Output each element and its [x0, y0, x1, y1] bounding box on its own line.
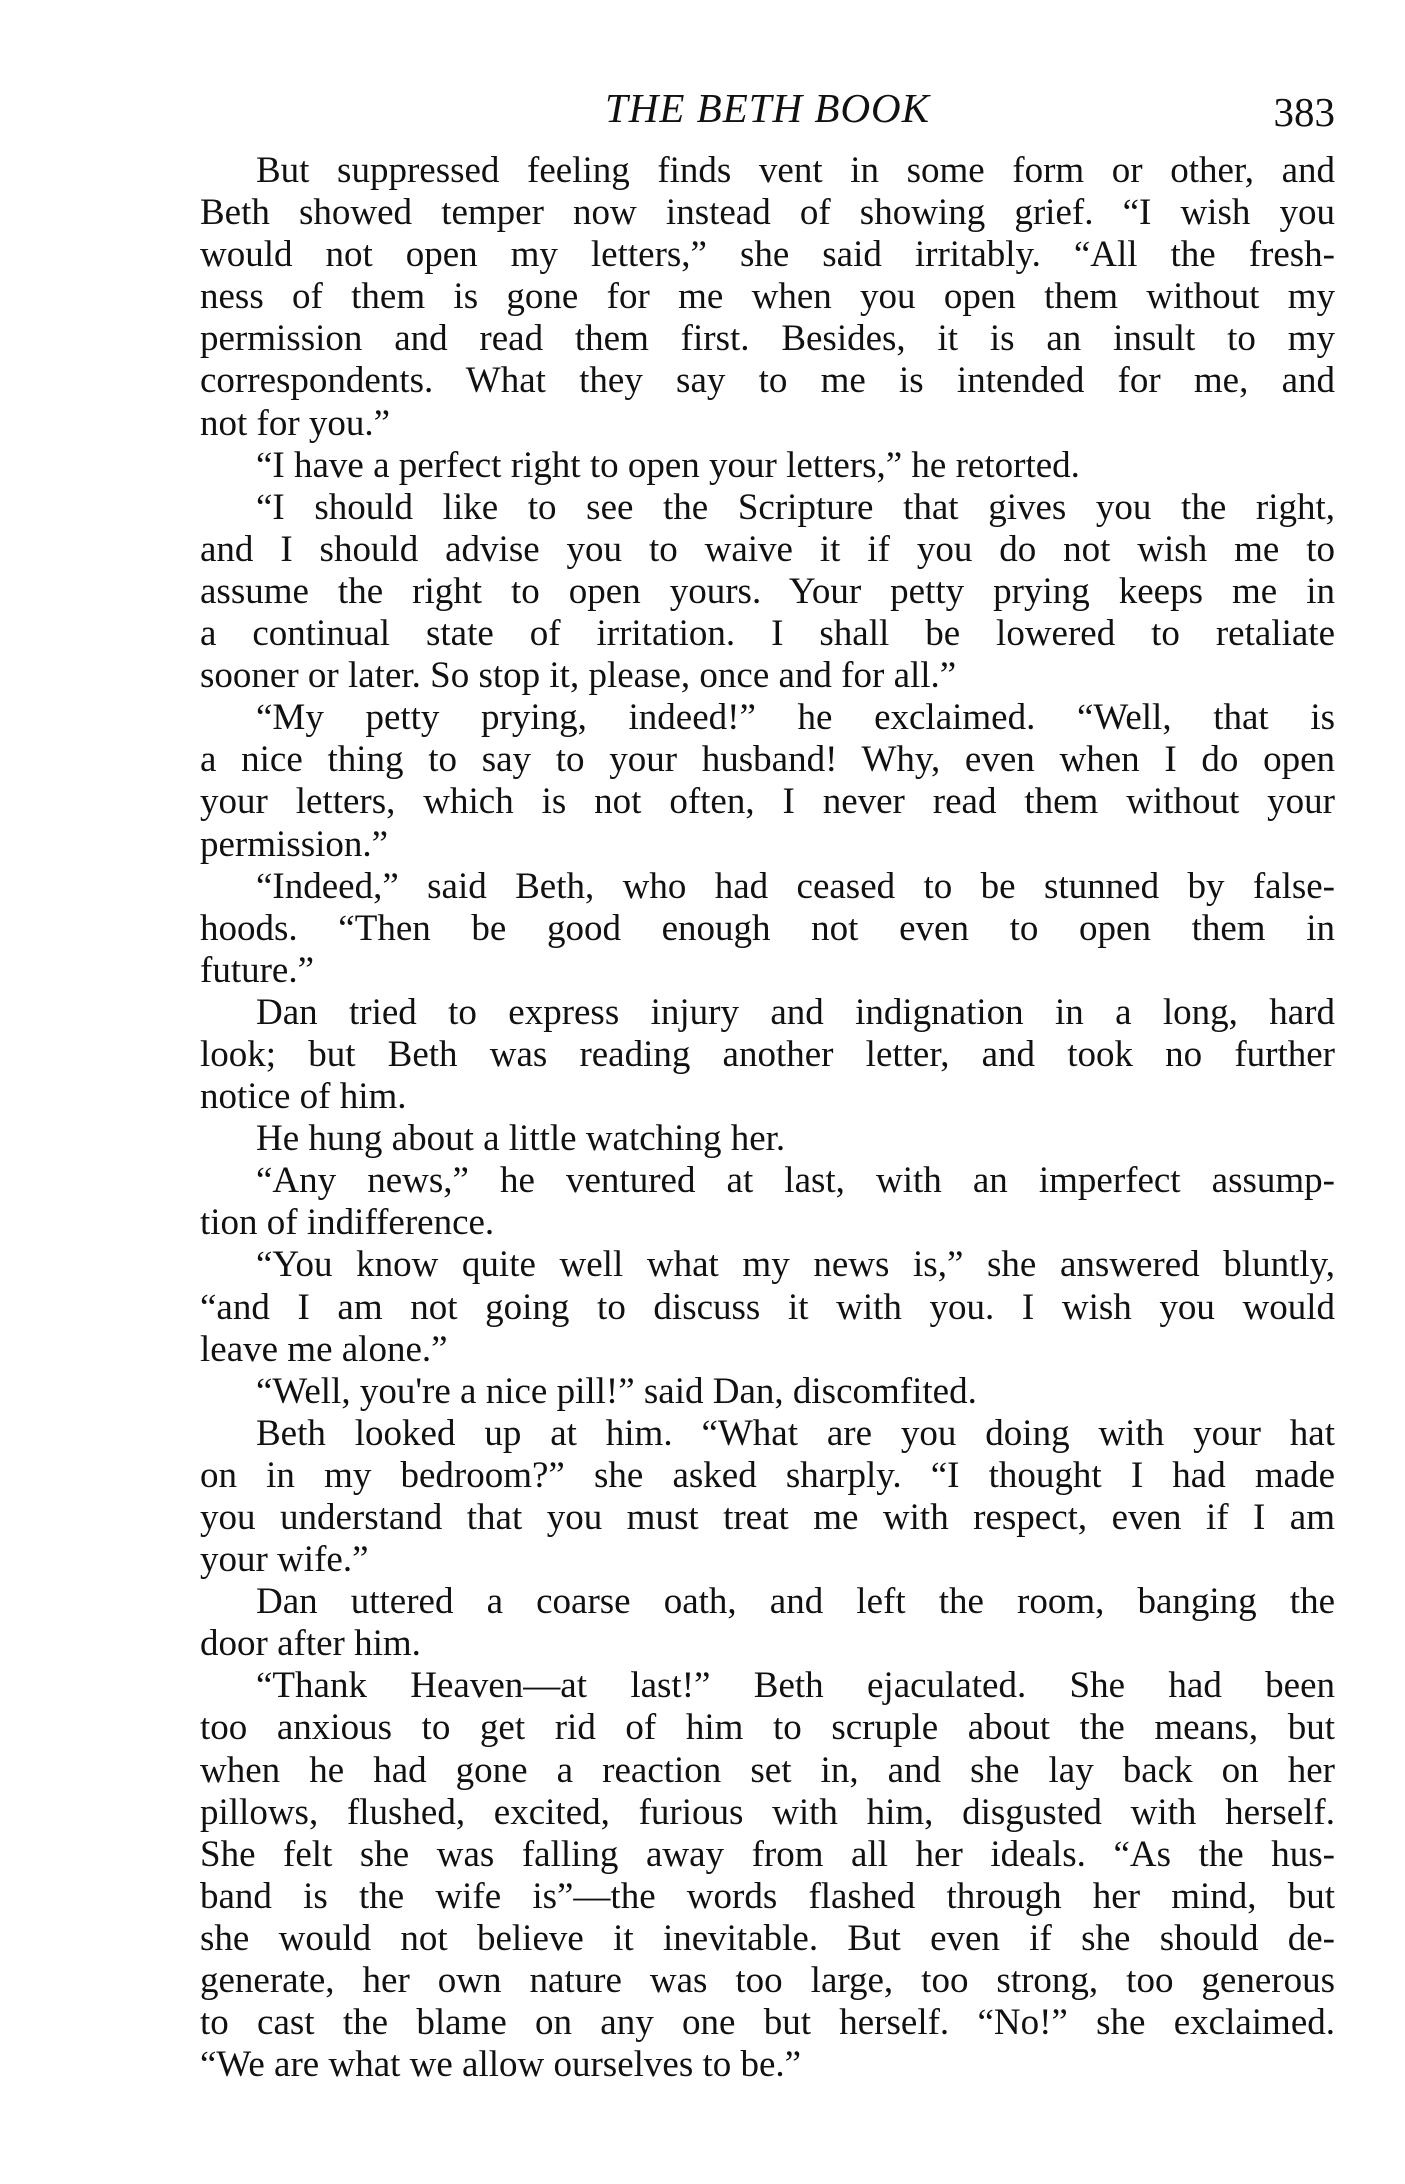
text-line: ness of them is gone for me when you open them without my	[200, 276, 1335, 318]
text-line: look; but Beth was reading another letter, and took no further	[200, 1033, 1335, 1075]
text-line: She felt she was falling away from all her ideals. “As the hus-	[200, 1833, 1335, 1875]
text-line: future.”	[200, 949, 315, 991]
text-line: He hung about a little watching her.	[256, 1118, 786, 1160]
body-text	[200, 150, 1335, 2086]
text-line: not for you.”	[200, 402, 391, 444]
text-line: Dan tried to express injury and indignation in a long, hard	[256, 991, 1335, 1033]
text-line: “Thank Heaven—at last!” Beth ejaculated. She had been	[256, 1665, 1335, 1707]
text-line: “I have a perfect right to open your letters,” he retorted.	[256, 444, 1080, 486]
text-line: your letters, which is not often, I never read them without your	[200, 781, 1335, 823]
text-line: permission.”	[200, 823, 389, 865]
text-line: she would not believe it inevitable. But even if she should de-	[200, 1917, 1335, 1959]
text-line: on in my bedroom?” she asked sharply. “I thought I had made	[200, 1454, 1335, 1496]
text-line: to cast the blame on any one but herself. “No!” she exclaimed.	[200, 2002, 1335, 2044]
text-line: “We are what we allow ourselves to be.”	[200, 2044, 802, 2086]
text-line: tion of indifference.	[200, 1202, 495, 1244]
text-line: correspondents. What they say to me is intended for me, and	[200, 360, 1335, 402]
text-line: band is the wife is”—the words flashed through her mind, but	[200, 1875, 1335, 1917]
text-line: pillows, flushed, excited, furious with him, disgusted with herself.	[200, 1791, 1335, 1833]
text-line: “You know quite well what my news is,” she answered bluntly,	[256, 1244, 1335, 1286]
text-line: and I should advise you to waive it if you do not wish me to	[200, 528, 1335, 570]
text-line: a nice thing to say to your husband! Why, even when I do open	[200, 739, 1335, 781]
text-line: permission and read them first. Besides, it is an insult to my	[200, 318, 1335, 360]
text-line: generate, her own nature was too large, too strong, too generous	[200, 1960, 1335, 2002]
text-line: hoods. “Then be good enough not even to open them in	[200, 907, 1335, 949]
text-line: But suppressed feeling finds vent in some form or other, and	[256, 150, 1335, 191]
text-line: “My petty prying, indeed!” he exclaimed. “Well, that is	[256, 697, 1335, 739]
text-line: you understand that you must treat me with respect, even if I am	[200, 1497, 1335, 1538]
text-line: “I should like to see the Scripture that gives you the right,	[256, 486, 1335, 528]
text-line: door after him.	[200, 1623, 421, 1665]
text-line: leave me alone.”	[200, 1328, 448, 1370]
running-title: THE BETH BOOK	[604, 85, 931, 131]
running-head	[200, 78, 1335, 138]
text-line: Beth showed temper now instead of showing grief. “I wish you	[200, 192, 1335, 234]
text-line: “and I am not going to discuss it with you. I wish you would	[200, 1286, 1335, 1328]
text-line: assume the right to open yours. Your petty prying keeps me in	[200, 570, 1335, 612]
page-number: 383	[1273, 89, 1335, 135]
text-line: a continual state of irritation. I shall be lowered to retaliate	[200, 613, 1335, 655]
text-line: notice of him.	[200, 1076, 407, 1118]
text-line: “Indeed,” said Beth, who had ceased to be stunned by false-	[256, 865, 1335, 907]
text-line: your wife.”	[200, 1539, 369, 1581]
text-line: “Well, you're a nice pill!” said Dan, discomfited.	[256, 1370, 977, 1412]
text-line: Dan uttered a coarse oath, and left the room, banging the	[256, 1581, 1335, 1623]
text-line: Beth looked up at him. “What are you doing with your hat	[256, 1412, 1335, 1454]
text-line: would not open my letters,” she said irritably. “All the fresh-	[200, 234, 1335, 276]
text-line: sooner or later. So stop it, please, once and for all.”	[200, 655, 957, 697]
text-line: when he had gone a reaction set in, and she lay back on her	[200, 1749, 1335, 1791]
text-line: “Any news,” he ventured at last, with an imperfect assump-	[256, 1160, 1335, 1202]
text-line: too anxious to get rid of him to scruple about the means, but	[200, 1707, 1335, 1749]
